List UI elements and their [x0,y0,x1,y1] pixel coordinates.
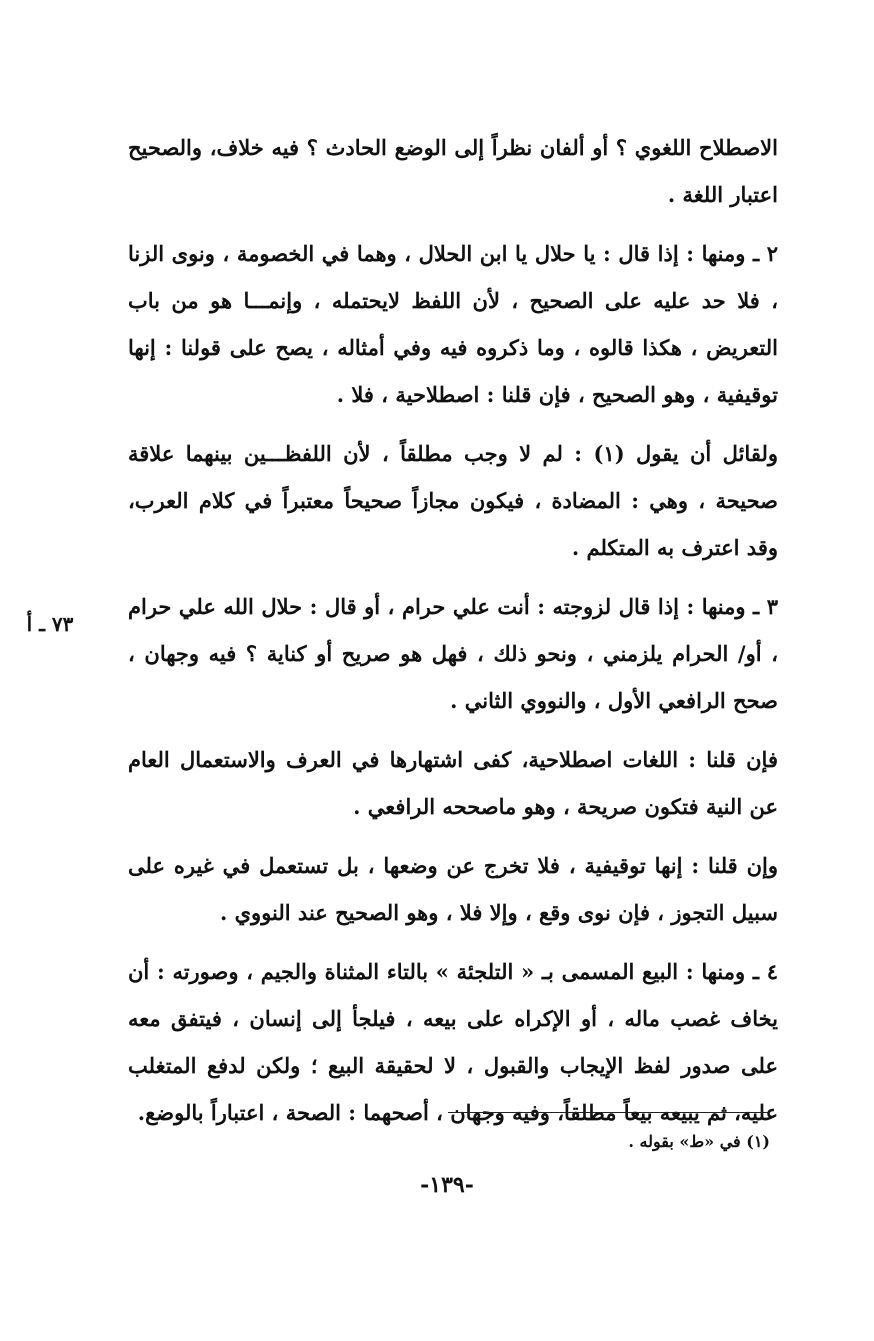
main-text [128,124,778,1136]
paragraph: ٣ ـ ومنها : إذا قال لزوجته : أنت علي حرام ، أو قال : حلال الله علي حرام ، أو/ الحرام يلزمني ، ونحو ذلك ، فهل هو صريح أو كناية ؟ فيه وجهان ، صحح الرافعي الأول ، والنووي الثاني . [128,594,778,713]
paragraph: فإن قلنا : اللغات اصطلاحية، كفى اشتهارها في العرف والاستعمال العام عن النية فتكون صريحة ، وهو ماصححه الرافعي . [128,747,778,819]
page-number: -١٣٩- [420,1172,474,1198]
margin-note: ٧٣ ـ أ [26,612,74,636]
paragraph: ٢ ـ ومنها : إذا قال : يا حلال يا ابن الحلال ، وهما في الخصومة ، ونوى الزنا ، فلا حد عليه على الصحيح ، لأن اللفظ لايحتمله ، وإنمـــا هو من باب التعريض ، هكذا قالوه ، وما ذكروه فيه وفي أمثاله ، يصح على قولنا : إنها توقيفية ، وهو الصحيح ، فإن قلنا : اصطلاحية ، فلا . [128,241,778,407]
paragraph: وإن قلنا : إنها توقيفية ، فلا تخرج عن وضعها ، بل تستعمل في غيره على سبيل التجوز ، فإن نوى وقع ، وإلا فلا ، وهو الصحيح عند النووي . [128,853,778,925]
paragraph: ٤ ـ ومنها : البيع المسمى بـ « التلجئة » بالتاء المثناة والجيم ، وصورته : أن يخاف غصب ماله ، أو الإكراه على بيعه ، فيلجأ إلى إنسان ، فيتفق معه على صدور لفظ الإيجاب والقبول ، لا لحقيقة البيع ؛ ولكن لدفع المتغلب عليه، ثم يبيعه بيعاً مطلقاً، وفيه وجهان ، أصحهما : الصحة ، اعتباراً بالوضع. [128,959,778,1125]
paragraph: الاصطلاح اللغوي ؟ أو ألفان نظراً إلى الوضع الحادث ؟ فيه خلاف، والصحيح اعتبار اللغة . [128,135,778,207]
paragraph: ولقائل أن يقول (١) : لم لا وجب مطلقاً ، لأن اللفظـــين بينهما علاقة صحيحة ، وهي : المضادة ، فيكون مجازاً صحيحاً معتبراً في كلام العرب، وقد اعترف به المتكلم . [128,441,778,560]
footnote-divider [448,1112,770,1113]
footnote: (١) في «ط» بقوله . [628,1132,770,1151]
